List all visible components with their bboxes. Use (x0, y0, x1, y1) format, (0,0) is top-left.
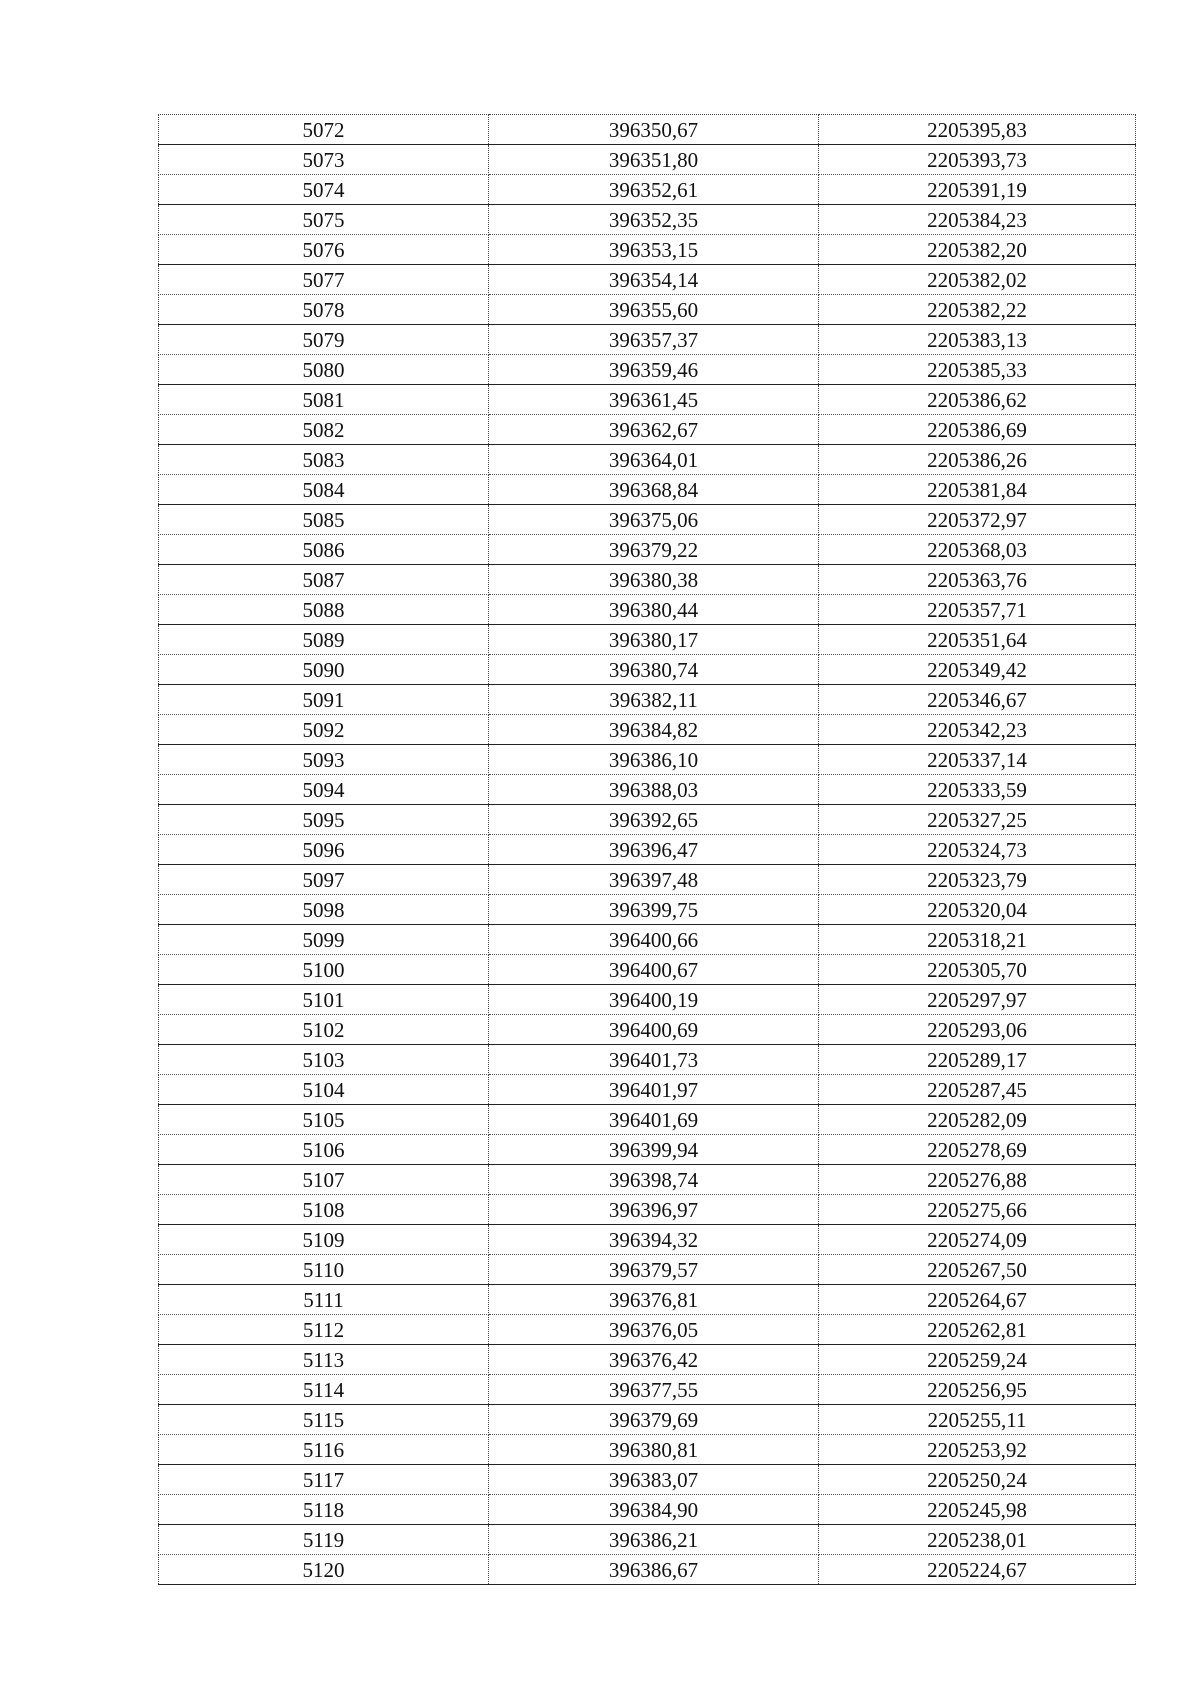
y-coordinate-cell: 2205333,59 (819, 775, 1136, 805)
y-coordinate-cell: 2205342,23 (819, 715, 1136, 745)
y-coordinate-cell: 2205259,24 (819, 1345, 1136, 1375)
y-coordinate-cell: 2205274,09 (819, 1225, 1136, 1255)
y-coordinate-cell: 2205363,76 (819, 565, 1136, 595)
table-row (159, 745, 1136, 775)
point-number-cell: 5094 (159, 775, 489, 805)
table-row (159, 1195, 1136, 1225)
point-number-cell: 5093 (159, 745, 489, 775)
point-number-cell: 5108 (159, 1195, 489, 1225)
table-row (159, 985, 1136, 1015)
x-coordinate-cell: 396380,74 (489, 655, 819, 685)
table-row (159, 295, 1136, 325)
x-coordinate-cell: 396400,19 (489, 985, 819, 1015)
x-coordinate-cell: 396394,32 (489, 1225, 819, 1255)
y-coordinate-cell: 2205386,26 (819, 445, 1136, 475)
y-coordinate-cell: 2205275,66 (819, 1195, 1136, 1225)
x-coordinate-cell: 396355,60 (489, 295, 819, 325)
x-coordinate-cell: 396397,48 (489, 865, 819, 895)
y-coordinate-cell: 2205318,21 (819, 925, 1136, 955)
table-row (159, 205, 1136, 235)
x-coordinate-cell: 396361,45 (489, 385, 819, 415)
x-coordinate-cell: 396384,82 (489, 715, 819, 745)
x-coordinate-cell: 396386,21 (489, 1525, 819, 1555)
y-coordinate-cell: 2205238,01 (819, 1525, 1136, 1555)
point-number-cell: 5082 (159, 415, 489, 445)
point-number-cell: 5089 (159, 625, 489, 655)
point-number-cell: 5118 (159, 1495, 489, 1525)
table-row (159, 925, 1136, 955)
y-coordinate-cell: 2205287,45 (819, 1075, 1136, 1105)
y-coordinate-cell: 2205262,81 (819, 1315, 1136, 1345)
table-row (159, 1075, 1136, 1105)
point-number-cell: 5117 (159, 1465, 489, 1495)
point-number-cell: 5112 (159, 1315, 489, 1345)
point-number-cell: 5105 (159, 1105, 489, 1135)
x-coordinate-cell: 396396,97 (489, 1195, 819, 1225)
y-coordinate-cell: 2205395,83 (819, 115, 1136, 145)
table-row (159, 235, 1136, 265)
table-row (159, 565, 1136, 595)
x-coordinate-cell: 396401,73 (489, 1045, 819, 1075)
point-number-cell: 5113 (159, 1345, 489, 1375)
point-number-cell: 5095 (159, 805, 489, 835)
x-coordinate-cell: 396398,74 (489, 1165, 819, 1195)
y-coordinate-cell: 2205391,19 (819, 175, 1136, 205)
x-coordinate-cell: 396368,84 (489, 475, 819, 505)
point-number-cell: 5088 (159, 595, 489, 625)
x-coordinate-cell: 396401,97 (489, 1075, 819, 1105)
point-number-cell: 5079 (159, 325, 489, 355)
point-number-cell: 5076 (159, 235, 489, 265)
y-coordinate-cell: 2205289,17 (819, 1045, 1136, 1075)
table-row (159, 1465, 1136, 1495)
point-number-cell: 5077 (159, 265, 489, 295)
table-row (159, 1255, 1136, 1285)
table-row (159, 715, 1136, 745)
table-row (159, 475, 1136, 505)
y-coordinate-cell: 2205372,97 (819, 505, 1136, 535)
point-number-cell: 5080 (159, 355, 489, 385)
x-coordinate-cell: 396376,81 (489, 1285, 819, 1315)
point-number-cell: 5085 (159, 505, 489, 535)
x-coordinate-cell: 396350,67 (489, 115, 819, 145)
y-coordinate-cell: 2205323,79 (819, 865, 1136, 895)
x-coordinate-cell: 396399,94 (489, 1135, 819, 1165)
point-number-cell: 5078 (159, 295, 489, 325)
table-row (159, 355, 1136, 385)
table-row (159, 1165, 1136, 1195)
point-number-cell: 5109 (159, 1225, 489, 1255)
x-coordinate-cell: 396396,47 (489, 835, 819, 865)
table-row (159, 1225, 1136, 1255)
point-number-cell: 5096 (159, 835, 489, 865)
coordinate-table (158, 114, 1136, 1585)
x-coordinate-cell: 396384,90 (489, 1495, 819, 1525)
point-number-cell: 5073 (159, 145, 489, 175)
y-coordinate-cell: 2205393,73 (819, 145, 1136, 175)
table-row (159, 1405, 1136, 1435)
table-row (159, 1435, 1136, 1465)
x-coordinate-cell: 396392,65 (489, 805, 819, 835)
table-row (159, 655, 1136, 685)
table-row (159, 445, 1136, 475)
point-number-cell: 5107 (159, 1165, 489, 1195)
y-coordinate-cell: 2205384,23 (819, 205, 1136, 235)
point-number-cell: 5098 (159, 895, 489, 925)
point-number-cell: 5083 (159, 445, 489, 475)
y-coordinate-cell: 2205368,03 (819, 535, 1136, 565)
table-row (159, 835, 1136, 865)
x-coordinate-cell: 396379,57 (489, 1255, 819, 1285)
x-coordinate-cell: 396354,14 (489, 265, 819, 295)
x-coordinate-cell: 396379,69 (489, 1405, 819, 1435)
point-number-cell: 5101 (159, 985, 489, 1015)
table-row (159, 535, 1136, 565)
table-row (159, 175, 1136, 205)
x-coordinate-cell: 396353,15 (489, 235, 819, 265)
x-coordinate-cell: 396401,69 (489, 1105, 819, 1135)
y-coordinate-cell: 2205224,67 (819, 1555, 1136, 1585)
point-number-cell: 5091 (159, 685, 489, 715)
y-coordinate-cell: 2205386,62 (819, 385, 1136, 415)
point-number-cell: 5075 (159, 205, 489, 235)
x-coordinate-cell: 396376,42 (489, 1345, 819, 1375)
y-coordinate-cell: 2205351,64 (819, 625, 1136, 655)
point-number-cell: 5116 (159, 1435, 489, 1465)
x-coordinate-cell: 396400,66 (489, 925, 819, 955)
point-number-cell: 5102 (159, 1015, 489, 1045)
y-coordinate-cell: 2205305,70 (819, 955, 1136, 985)
y-coordinate-cell: 2205327,25 (819, 805, 1136, 835)
y-coordinate-cell: 2205267,50 (819, 1255, 1136, 1285)
x-coordinate-cell: 396382,11 (489, 685, 819, 715)
table-row (159, 1285, 1136, 1315)
y-coordinate-cell: 2205276,88 (819, 1165, 1136, 1195)
x-coordinate-cell: 396379,22 (489, 535, 819, 565)
table-row (159, 1525, 1136, 1555)
table-row (159, 325, 1136, 355)
point-number-cell: 5084 (159, 475, 489, 505)
table-row (159, 595, 1136, 625)
x-coordinate-cell: 396386,10 (489, 745, 819, 775)
y-coordinate-cell: 2205337,14 (819, 745, 1136, 775)
y-coordinate-cell: 2205382,20 (819, 235, 1136, 265)
point-number-cell: 5072 (159, 115, 489, 145)
table-row (159, 775, 1136, 805)
table-row (159, 1315, 1136, 1345)
point-number-cell: 5106 (159, 1135, 489, 1165)
table-row (159, 865, 1136, 895)
x-coordinate-cell: 396359,46 (489, 355, 819, 385)
y-coordinate-cell: 2205255,11 (819, 1405, 1136, 1435)
y-coordinate-cell: 2205383,13 (819, 325, 1136, 355)
x-coordinate-cell: 396380,38 (489, 565, 819, 595)
y-coordinate-cell: 2205320,04 (819, 895, 1136, 925)
y-coordinate-cell: 2205293,06 (819, 1015, 1136, 1045)
point-number-cell: 5099 (159, 925, 489, 955)
point-number-cell: 5097 (159, 865, 489, 895)
x-coordinate-cell: 396380,44 (489, 595, 819, 625)
point-number-cell: 5090 (159, 655, 489, 685)
table-row (159, 625, 1136, 655)
y-coordinate-cell: 2205278,69 (819, 1135, 1136, 1165)
y-coordinate-cell: 2205382,02 (819, 265, 1136, 295)
point-number-cell: 5119 (159, 1525, 489, 1555)
y-coordinate-cell: 2205386,69 (819, 415, 1136, 445)
y-coordinate-cell: 2205245,98 (819, 1495, 1136, 1525)
point-number-cell: 5104 (159, 1075, 489, 1105)
table-row (159, 115, 1136, 145)
y-coordinate-cell: 2205349,42 (819, 655, 1136, 685)
x-coordinate-cell: 396383,07 (489, 1465, 819, 1495)
x-coordinate-cell: 396352,61 (489, 175, 819, 205)
table-row (159, 1345, 1136, 1375)
table-row (159, 955, 1136, 985)
table-row (159, 1375, 1136, 1405)
coordinate-table-body (159, 115, 1136, 1585)
table-row (159, 1015, 1136, 1045)
table-row (159, 1135, 1136, 1165)
table-row (159, 145, 1136, 175)
point-number-cell: 5120 (159, 1555, 489, 1585)
x-coordinate-cell: 396375,06 (489, 505, 819, 535)
point-number-cell: 5111 (159, 1285, 489, 1315)
y-coordinate-cell: 2205324,73 (819, 835, 1136, 865)
table-row (159, 1555, 1136, 1585)
y-coordinate-cell: 2205346,67 (819, 685, 1136, 715)
y-coordinate-cell: 2205382,22 (819, 295, 1136, 325)
x-coordinate-cell: 396388,03 (489, 775, 819, 805)
y-coordinate-cell: 2205282,09 (819, 1105, 1136, 1135)
x-coordinate-cell: 396400,69 (489, 1015, 819, 1045)
point-number-cell: 5092 (159, 715, 489, 745)
table-row (159, 895, 1136, 925)
point-number-cell: 5087 (159, 565, 489, 595)
y-coordinate-cell: 2205264,67 (819, 1285, 1136, 1315)
x-coordinate-cell: 396362,67 (489, 415, 819, 445)
point-number-cell: 5086 (159, 535, 489, 565)
x-coordinate-cell: 396352,35 (489, 205, 819, 235)
y-coordinate-cell: 2205381,84 (819, 475, 1136, 505)
y-coordinate-cell: 2205250,24 (819, 1465, 1136, 1495)
table-row (159, 505, 1136, 535)
y-coordinate-cell: 2205357,71 (819, 595, 1136, 625)
x-coordinate-cell: 396377,55 (489, 1375, 819, 1405)
point-number-cell: 5103 (159, 1045, 489, 1075)
point-number-cell: 5110 (159, 1255, 489, 1285)
y-coordinate-cell: 2205253,92 (819, 1435, 1136, 1465)
y-coordinate-cell: 2205385,33 (819, 355, 1136, 385)
table-row (159, 685, 1136, 715)
point-number-cell: 5074 (159, 175, 489, 205)
point-number-cell: 5081 (159, 385, 489, 415)
table-row (159, 1105, 1136, 1135)
x-coordinate-cell: 396380,81 (489, 1435, 819, 1465)
point-number-cell: 5114 (159, 1375, 489, 1405)
table-row (159, 805, 1136, 835)
x-coordinate-cell: 396357,37 (489, 325, 819, 355)
x-coordinate-cell: 396376,05 (489, 1315, 819, 1345)
x-coordinate-cell: 396351,80 (489, 145, 819, 175)
table-row (159, 1045, 1136, 1075)
table-row (159, 1495, 1136, 1525)
x-coordinate-cell: 396386,67 (489, 1555, 819, 1585)
table-row (159, 265, 1136, 295)
x-coordinate-cell: 396380,17 (489, 625, 819, 655)
y-coordinate-cell: 2205256,95 (819, 1375, 1136, 1405)
table-row (159, 385, 1136, 415)
y-coordinate-cell: 2205297,97 (819, 985, 1136, 1015)
table-row (159, 415, 1136, 445)
point-number-cell: 5115 (159, 1405, 489, 1435)
x-coordinate-cell: 396400,67 (489, 955, 819, 985)
x-coordinate-cell: 396364,01 (489, 445, 819, 475)
point-number-cell: 5100 (159, 955, 489, 985)
x-coordinate-cell: 396399,75 (489, 895, 819, 925)
